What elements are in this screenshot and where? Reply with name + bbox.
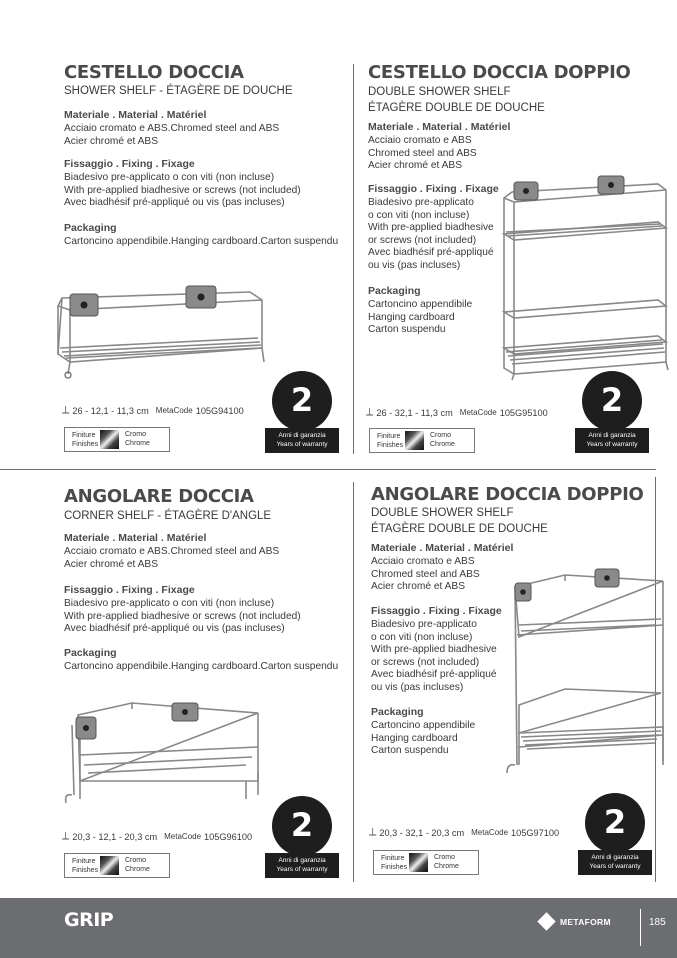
- material-line: Acciaio cromato e ABS: [371, 556, 475, 567]
- finish-name: Chrome: [430, 440, 455, 448]
- metacode-value: 105G94100: [195, 405, 244, 416]
- product-image-double-shower-shelf: [498, 172, 673, 382]
- dimensions-row: [369, 826, 559, 839]
- fixing-line: o con viti (non incluse): [371, 631, 473, 643]
- column-divider-bottom: [353, 482, 354, 882]
- material-block: [64, 109, 279, 148]
- page-footer: [0, 898, 677, 958]
- dimensions-row: [62, 830, 252, 843]
- packaging-line: Cartoncino appendibile.Hanging cardboard.Carton suspendu: [64, 236, 339, 247]
- finish-label: Finishes: [381, 863, 408, 871]
- diamond-logo-icon: [537, 912, 555, 930]
- fixing-line: ou vis (pas incluses): [368, 259, 461, 271]
- finish-box: [64, 427, 170, 452]
- fixing-line: Avec biadhésif pré-appliqué ou vis (pas incluses): [64, 623, 285, 635]
- brand-name: METAFORM: [560, 916, 611, 927]
- packaging-line: Carton suspendu: [371, 745, 449, 757]
- finish-box: [64, 853, 170, 878]
- dimensions-icon: ⟂: [62, 404, 70, 416]
- fixing-line: Biadesivo pre-applicato: [368, 197, 474, 208]
- dimensions-value: 20,3 - 32,1 - 20,3 cm: [379, 827, 465, 838]
- material-block: [64, 532, 279, 571]
- metacode-value: 105G96100: [204, 831, 253, 842]
- footer-separator: [640, 909, 641, 946]
- metacode-label: MetaCode: [164, 832, 202, 841]
- finish-label: Finishes: [72, 866, 99, 874]
- product-image-double-corner-shelf: [505, 565, 670, 780]
- warranty-text: Anni di garanzia: [588, 432, 636, 439]
- product-subtitle: CORNER SHELF - ÉTAGÈRE D'ANGLE: [64, 510, 272, 522]
- packaging-label: Packaging: [371, 706, 424, 718]
- row-divider: [0, 469, 656, 470]
- brand-logo: [540, 915, 611, 928]
- fixing-line: or screws (not included): [368, 234, 477, 246]
- warranty-years: 2: [582, 371, 642, 431]
- material-label: Materiale . Material . Matériel: [371, 542, 514, 554]
- metacode-value: 105G97100: [511, 827, 560, 838]
- dimensions-icon: ⟂: [369, 826, 377, 838]
- fixing-line: Biadesivo pre-applicato o con viti (non incluse): [64, 172, 275, 183]
- material-line: Acier chromé et ABS: [371, 581, 465, 593]
- metacode-value: 105G95100: [499, 407, 548, 418]
- finish-name: Chrome: [434, 862, 459, 870]
- warranty-years: 2: [272, 796, 332, 856]
- material-line: Acciaio cromato e ABS: [368, 135, 472, 146]
- finish-name: Cromo: [434, 854, 456, 861]
- warranty-text: Anni di garanzia: [591, 854, 639, 861]
- dimensions-icon: ⟂: [62, 830, 70, 842]
- packaging-block: [368, 285, 472, 337]
- finish-name: Chrome: [125, 439, 150, 447]
- warranty-text: Anni di garanzia: [278, 432, 326, 439]
- product-subtitle: SHOWER SHELF - ÉTAGÈRE DE DOUCHE: [64, 85, 293, 97]
- dimensions-row: [62, 404, 244, 417]
- finish-label: Finiture: [381, 855, 405, 862]
- fixing-block: [368, 183, 499, 273]
- finish-label: Finiture: [72, 858, 96, 865]
- material-line: Acier chromé et ABS: [64, 558, 158, 570]
- packaging-line: Cartoncino appendibile: [368, 299, 473, 310]
- dimensions-row: [366, 406, 548, 419]
- material-line: Chromed steel and ABS: [368, 147, 477, 159]
- finish-box: [369, 428, 475, 453]
- column-divider-top: [353, 64, 354, 454]
- dimensions-value: 20,3 - 12,1 - 20,3 cm: [72, 831, 158, 842]
- fixing-label: Fissaggio . Fixing . Fixage: [64, 158, 195, 170]
- warranty-text: Years of warranty: [276, 865, 328, 873]
- fixing-block: [371, 605, 502, 695]
- finish-name: Chrome: [125, 865, 150, 873]
- finish-box: [373, 850, 479, 875]
- metacode-label: MetaCode: [471, 828, 509, 837]
- fixing-line: Biadesivo pre-applicato o con viti (non incluse): [64, 598, 275, 609]
- material-label: Materiale . Material . Matériel: [368, 121, 511, 133]
- fixing-label: Fissaggio . Fixing . Fixage: [64, 584, 195, 596]
- product-title: ANGOLARE DOCCIA DOPPIO: [371, 484, 644, 505]
- fixing-line: Avec biadhésif pré-appliqué: [368, 247, 494, 259]
- material-label: Materiale . Material . Matériel: [64, 109, 207, 121]
- finish-label: Finishes: [377, 441, 404, 449]
- fixing-line: With pre-applied biadhesive: [368, 222, 494, 234]
- fixing-line: Biadesivo pre-applicato: [371, 619, 477, 630]
- material-block: [371, 542, 513, 594]
- fixing-label: Fissaggio . Fixing . Fixage: [371, 605, 502, 617]
- material-block: [368, 121, 510, 173]
- finish-label: Finiture: [377, 433, 401, 440]
- finish-name: Cromo: [430, 432, 452, 439]
- material-label: Materiale . Material . Matériel: [64, 532, 207, 544]
- fixing-block: [64, 584, 301, 636]
- fixing-label: Fissaggio . Fixing . Fixage: [368, 183, 499, 195]
- warranty-years: 2: [585, 793, 645, 853]
- dimensions-value: 26 - 12,1 - 11,3 cm: [72, 405, 149, 416]
- product-image-shower-shelf: [50, 278, 270, 388]
- product-subtitle: DOUBLE SHOWER SHELF: [368, 86, 511, 98]
- fixing-line: o con viti (non incluse): [368, 209, 470, 221]
- material-line: Chromed steel and ABS: [371, 568, 480, 580]
- warranty-text: Years of warranty: [586, 440, 638, 448]
- packaging-line: Carton suspendu: [368, 324, 446, 336]
- product-title: CESTELLO DOCCIA: [64, 62, 244, 83]
- fixing-block: [64, 158, 301, 210]
- finish-label: Finishes: [72, 440, 99, 448]
- material-line: Acier chromé et ABS: [64, 135, 158, 147]
- chrome-swatch: [405, 431, 424, 450]
- finish-name: Cromo: [125, 431, 147, 438]
- chrome-swatch: [409, 853, 428, 872]
- warranty-years: 2: [272, 371, 332, 431]
- product-subtitle: ÉTAGÈRE DOUBLE DE DOUCHE: [371, 523, 548, 535]
- fixing-line: ou vis (pas incluses): [371, 681, 464, 693]
- packaging-label: Packaging: [368, 285, 421, 297]
- fixing-line: Avec biadhésif pré-appliqué ou vis (pas incluses): [64, 197, 285, 209]
- finish-name: Cromo: [125, 857, 147, 864]
- fixing-line: With pre-applied biadhesive or screws (not included): [64, 184, 301, 196]
- fixing-line: With pre-applied biadhesive or screws (not included): [64, 610, 301, 622]
- product-title: CESTELLO DOCCIA DOPPIO: [368, 62, 631, 83]
- material-line: Acciaio cromato e ABS.Chromed steel and ABS: [64, 123, 280, 134]
- warranty-text: Years of warranty: [276, 440, 328, 448]
- packaging-line: Cartoncino appendibile.Hanging cardboard.Carton suspendu: [64, 661, 339, 672]
- product-subtitle: ÉTAGÈRE DOUBLE DE DOUCHE: [368, 102, 545, 114]
- fixing-line: With pre-applied biadhesive: [371, 644, 497, 656]
- collection-name: GRIP: [64, 909, 114, 931]
- packaging-block: [64, 222, 338, 249]
- fixing-line: Avec biadhésif pré-appliqué: [371, 669, 497, 681]
- packaging-line: Hanging cardboard: [371, 732, 458, 744]
- finish-label: Finiture: [72, 432, 96, 439]
- warranty-text: Anni di garanzia: [278, 857, 326, 864]
- warranty-text: Years of warranty: [589, 862, 641, 870]
- metacode-label: MetaCode: [155, 406, 193, 415]
- dimensions-value: 26 - 32,1 - 11,3 cm: [376, 407, 453, 418]
- chrome-swatch: [100, 430, 119, 449]
- fixing-line: or screws (not included): [371, 656, 480, 668]
- packaging-label: Packaging: [64, 222, 117, 234]
- packaging-label: Packaging: [64, 647, 117, 659]
- chrome-swatch: [100, 856, 119, 875]
- material-line: Acier chromé et ABS: [368, 160, 462, 172]
- product-image-corner-shelf: [62, 695, 272, 815]
- dimensions-icon: ⟂: [366, 406, 374, 418]
- page-number: 185: [649, 917, 666, 928]
- product-subtitle: DOUBLE SHOWER SHELF: [371, 507, 514, 519]
- metacode-label: MetaCode: [459, 408, 497, 417]
- packaging-block: [371, 706, 475, 758]
- packaging-line: Hanging cardboard: [368, 311, 455, 323]
- packaging-line: Cartoncino appendibile: [371, 720, 476, 731]
- packaging-block: [64, 647, 338, 674]
- product-title: ANGOLARE DOCCIA: [64, 486, 254, 507]
- material-line: Acciaio cromato e ABS.Chromed steel and ABS: [64, 546, 280, 557]
